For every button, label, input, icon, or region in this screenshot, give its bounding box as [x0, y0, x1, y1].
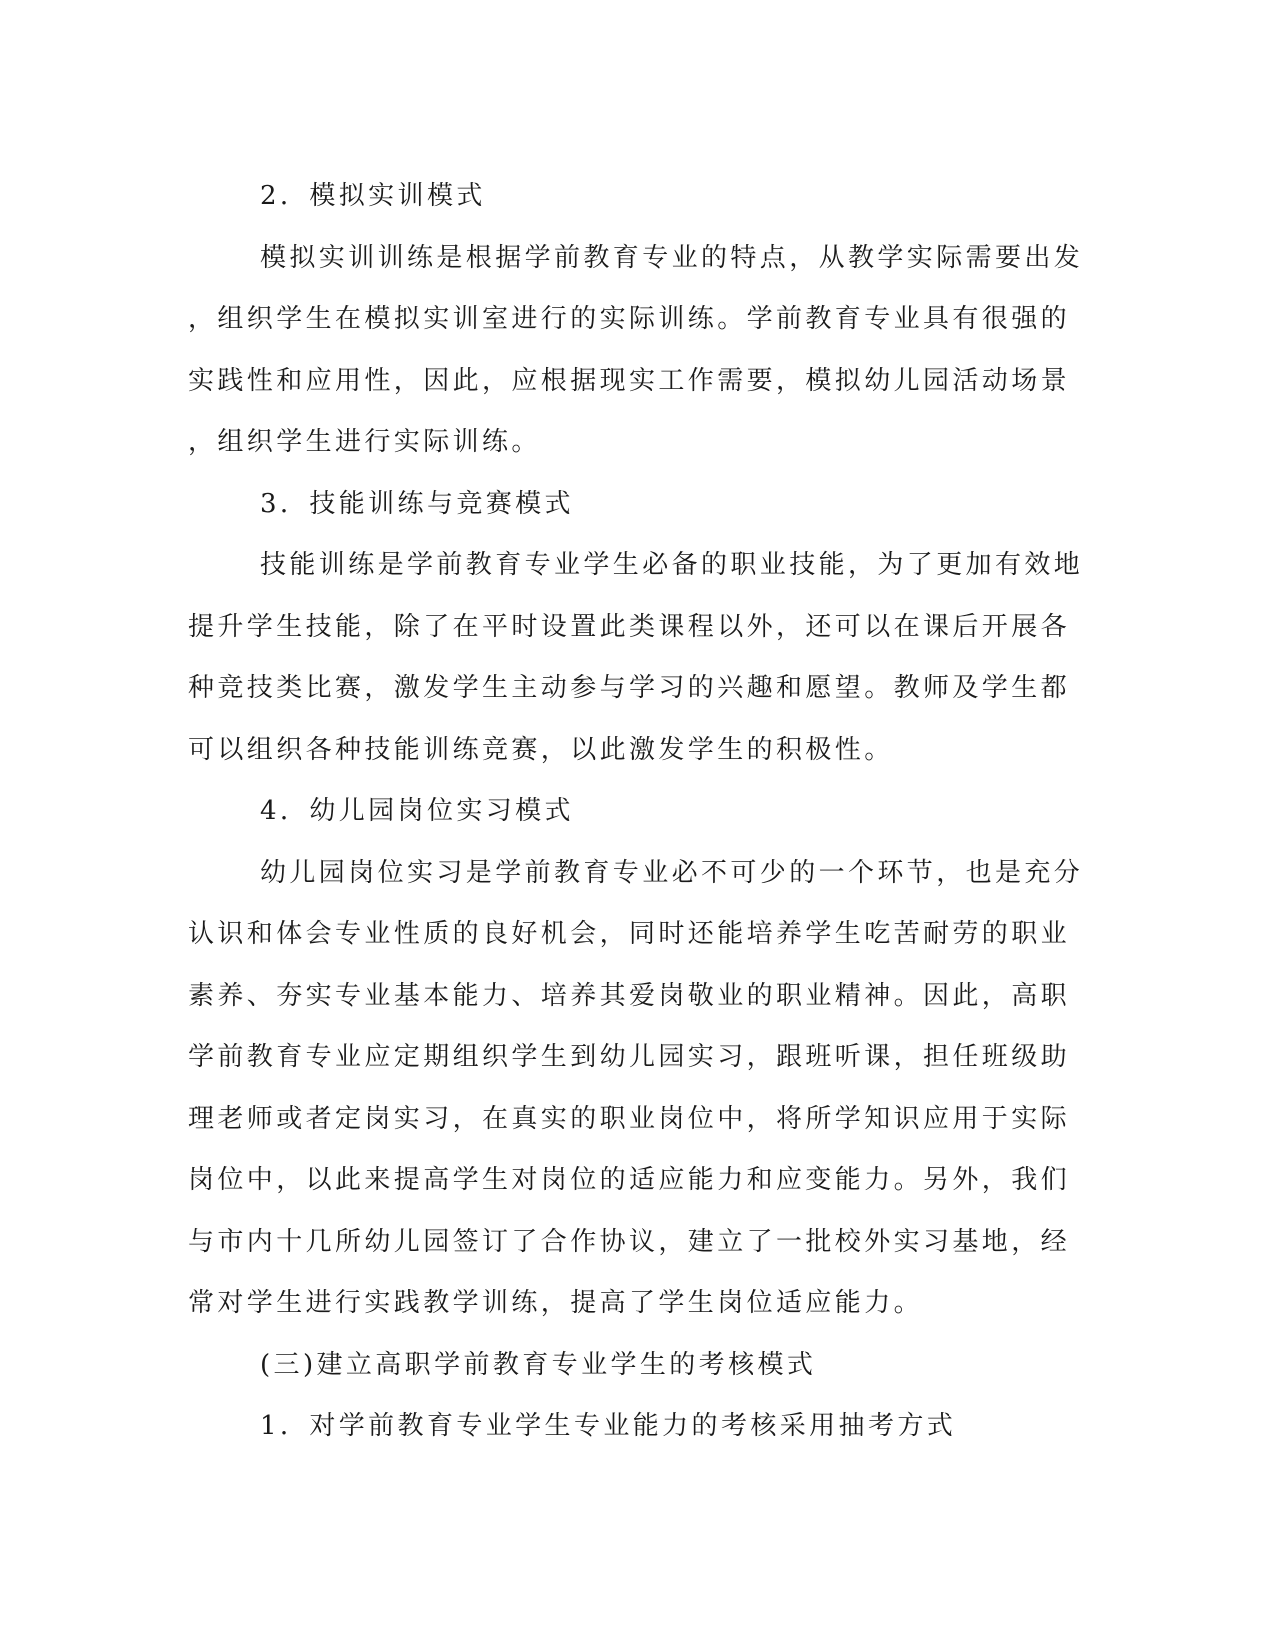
paragraph-line: 提升学生技能，除了在平时设置此类课程以外，还可以在课后开展各 — [188, 611, 1071, 642]
paragraph-line: 学前教育专业应定期组织学生到幼儿园实习，跟班听课，担任班级助 — [188, 1042, 1071, 1072]
paragraph-line: 种竞技类比赛，激发学生主动参与学习的兴趣和愿望。教师及学生都 — [188, 673, 1071, 703]
paragraph-line: 技能训练是学前教育专业学生必备的职业技能，为了更加有效地 — [260, 550, 1084, 580]
heading-kindergarten-internship: 4．幼儿园岗位实习模式 — [260, 796, 574, 826]
paragraph-line: 模拟实训训练是根据学前教育专业的特点，从教学实际需要出发 — [260, 242, 1084, 273]
heading-simulation-training: 2．模拟实训模式 — [260, 181, 486, 211]
paragraph-line: 常对学生进行实践教学训练，提高了学生岗位适应能力。 — [188, 1288, 924, 1318]
paragraph-line: 岗位中，以此来提高学生对岗位的适应能力和应变能力。另外，我们 — [188, 1165, 1071, 1195]
paragraph-line: 素养、夯实专业基本能力、培养其爱岗敬业的职业精神。因此，高职 — [188, 980, 1071, 1011]
paragraph-line: 理老师或者定岗实习，在真实的职业岗位中，将所学知识应用于实际 — [188, 1103, 1071, 1134]
heading-skill-competition: 3．技能训练与竞赛模式 — [260, 488, 574, 519]
paragraph-line: 认识和体会专业性质的良好机会，同时还能培养学生吃苦耐劳的职业 — [188, 919, 1071, 949]
paragraph-line: ，组织学生在模拟实训室进行的实际训练。学前教育专业具有很强的 — [188, 304, 1071, 334]
paragraph-line: ，组织学生进行实际训练。 — [188, 427, 541, 457]
paragraph-line: 与市内十几所幼儿园签订了合作协议，建立了一批校外实习基地，经 — [188, 1226, 1071, 1257]
subheading-assessment-method: 1．对学前教育专业学生专业能力的考核采用抽考方式 — [260, 1411, 957, 1441]
document-body — [188, 166, 1084, 1458]
section-heading-assessment: (三)建立高职学前教育专业学生的考核模式 — [260, 1349, 817, 1380]
paragraph-line: 可以组织各种技能训练竞赛，以此激发学生的积极性。 — [188, 734, 894, 765]
paragraph-line: 幼儿园岗位实习是学前教育专业必不可少的一个环节，也是充分 — [260, 857, 1084, 888]
paragraph-line: 实践性和应用性，因此，应根据现实工作需要，模拟幼儿园活动场景 — [188, 365, 1071, 396]
